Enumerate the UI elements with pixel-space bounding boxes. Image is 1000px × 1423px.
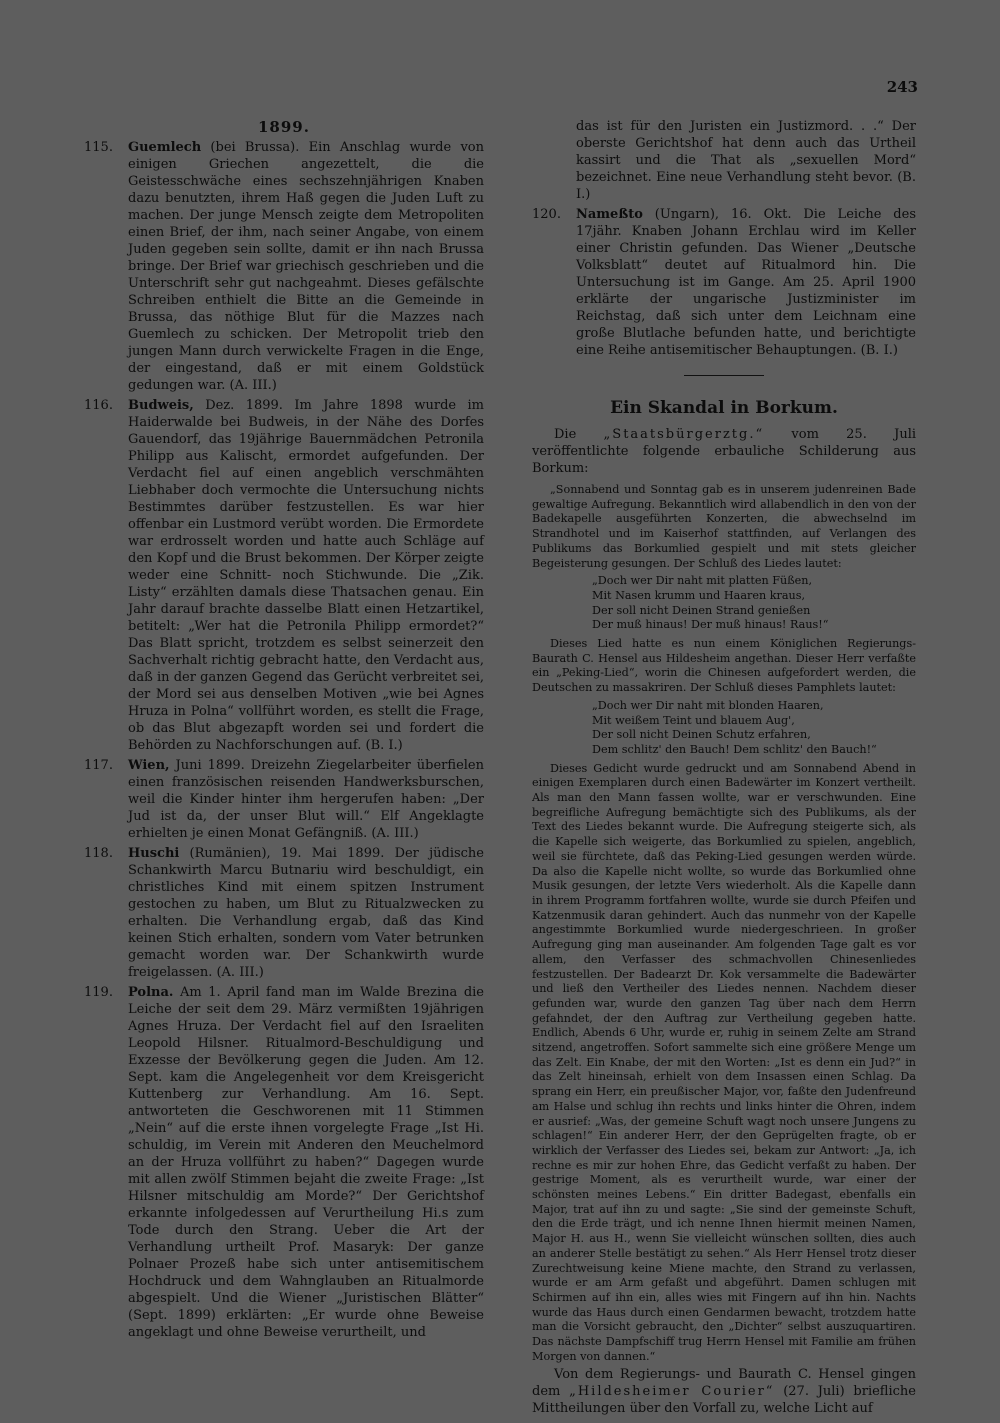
poem-line: Der soll nicht Deinen Strand genießen: [592, 603, 811, 617]
entry-number: 115.: [84, 140, 113, 155]
entry-number: 120.: [532, 207, 561, 222]
poem-2: [532, 699, 916, 758]
intro-text-end: vom 25. Juli veröffentlichte folgende erbauliche Schilderung aus Borkum:: [532, 427, 917, 476]
entry-number: 119.: [84, 985, 113, 1000]
entry-text: Dez. 1899. Im Jahre 1898 wurde im Haiderwalde bei Budweis, in der Nähe des Dorfes Gauendorf, das 19jährige Bauernmädchen Petronila Philipp aus Kalischt, ermordet aufgefunden. Der Verdacht fiel auf einen angeblich verschmähten Liebhaber doch vermochte die Untersuchung nichts Bestimmtes darüber festzustellen. Es war hier offenbar ein Lustmord verübt worden. Die Ermordete war erdrosselt worden und hatte auch Schläge auf den Kopf und die Brust bekommen. Der Körper zeigte weder eine Schnitt- noch Stichwunde. Die „Zik. Listy“ erzählten damals diese Thatsachen genau. Ein Jahr darauf brachte dasselbe Blatt einen Hetzartikel, betitelt: „Wer hat die Petronila Philipp ermordet?“ Das Blatt spricht, trotzdem es selbst seinerzeit den Sachverhalt richtig gebracht hatte, den Verdacht aus, daß in der ganzen Gegend das Gerücht verbreitet sei, der Mord sei aus denselben Motiven „wie bei Agnes Hruza in Polna“ vollführt worden, es stellt die Frage, ob das Blut abgezapft worden sei und fordert die Behörden zu Nachforschungen auf. (B. I.): [128, 398, 484, 753]
entry-117: [84, 757, 484, 842]
quote-paragraph-3: Dieses Gedicht wurde gedruckt und am Sonnabend Abend in einigen Exemplaren durch einen Badewärter im Konzert vertheilt. Als man den Mann fassen wollte, war er verschwunden. Eine begreifliche Aufregung bemächtigte sich des Publikums, als der Text des Liedes bekannt wurde. Die Aufregung steigerte sich, als die Kapelle sich weigerte, das Borkumlied zu spielen, angeblich, weil sie fürchtete, daß das Peking-Lied gesungen werden würde. Da also die Kapelle nicht wollte, so wurde das Borkumlied ohne Musik gesungen, der letzte Vers wiederholt. Als die Kapelle dann in ihrem Programm fortfahren wollte, wurde sie durch Pfeifen und Katzenmusik daran gehindert. Auch das nunmehr von der Kapelle angestimmte Borkumlied wurde niedergeschrieen. In großer Aufregung ging man auseinander. Am folgenden Tage galt es vor allem, den Verfasser des schmachvollen Chinesenliedes festzustellen. Der Badearzt Dr. Kok versammelte die Badewärter und ließ den Vertheiler des Liedes nennen. Nachdem dieser gefunden war, wurde den ganzen Tag über nach dem Herrn gefahndet, der den Auftrag zur Vertheilung gegeben hatte. Endlich, Abends 6 Uhr, wurde er, ruhig in seinem Zelte am Strand sitzend, angetroffen. Sofort sammelte sich eine größere Menge um das Zelt. Ein Knabe, der mit den Worten: „Ist es denn ein Jud?“ in das Zelt hineinsah, erhielt von dem Insassen einen Schlag. Da sprang ein Herr, ein preußischer Major, vor, faßte den Judenfreund am Halse und schlug ihn rechts und links hinter die Ohren, indem er ausrief: „Was, der gemeine Schuft wagt noch unsere Jungens zu schlagen!“ Ein anderer Herr, der den Geprügelten fragte, ob er wirklich der Verfasser des Liedes sei, bekam zur Antwort: „Ja, ich rechne es mir zur hohen Ehre, das Gedicht verfaßt zu haben. Der gestrige Moment, als es verurtheilt wurde, war einer der schönsten meines Lebens.“ Ein dritter Badegast, ebenfalls ein Major, trat auf ihn zu und sagte: „Sie sind der gemeinste Schuft, den die Erde trägt, und ich nenne Ihnen hiermit meinen Namen, Major H. aus H., wenn Sie vielleicht wünschen sollten, dies auch an anderer Stelle bestätigt zu sehen.“ Als Herr Hensel trotz dieser Zurechtweisung keine Miene machte, den Strand zu verlassen, wurde er am Arm gefaßt und abgeführt. Damen schlugen mit Schirmen auf ihn ein, alles wies mit Fingern auf ihn hin. Nachts wurde das Haus durch einen Gendarmen bewacht, trotzdem hatte man die Vorsicht gebraucht, den „Dichter“ selbst auszuquartiren. Das nächste Dampfschiff trug Herrn Hensel mit Familie am frühen Morgen von dannen.“: [532, 761, 916, 1363]
right-column: [532, 118, 916, 1423]
intro-text: Die: [554, 427, 604, 442]
closing-paragraph: [532, 1366, 916, 1417]
entry-place: Polna.: [128, 985, 174, 1000]
entry-115: [84, 139, 484, 394]
poem-1: [532, 574, 916, 633]
year-heading: 1899.: [258, 118, 310, 136]
entry-place: Wien,: [128, 758, 170, 773]
poem-line: Mit Nasen krumm und Haaren kraus,: [592, 588, 806, 602]
section-title: Ein Skandal in Borkum.: [610, 398, 838, 418]
entry-120: [532, 206, 916, 359]
entry-text: Am 1. April fand man im Walde Brezina die Leiche der seit dem 29. März vermißten 19jährigen Agnes Hruza. Der Verdacht fiel auf den Israeliten Leopold Hilsner. Ritualmord-Beschuldigung und Exzesse der Bevölkerung gegen die Juden. Am 12. Sept. kam die Angelegenheit vor dem Kreisgericht Kuttenberg zur Verhandlung. Am 16. Sept. antworteten die Geschworenen mit 11 Stimmen „Nein“ auf die erste ihnen vorgelegte Frage „Ist Hi. schuldig, im Verein mit Anderen den Meuchelmord an der Hruza vollführt zu haben?“ Dagegen wurde mit allen zwölf Stimmen bejaht die zweite Frage: „Ist Hilsner mitschuldig am Morde?“ Der Gerichtshof erkannte infolgedessen auf Verurtheilung Hi.s zum Tode durch den Strang. Ueber die Art der Verhandlung urtheilt Prof. Masaryk: Der ganze Polnaer Prozeß habe sich unter antisemitischem Hochdruck und dem Wahnglauben an Ritualmorde abgespielt. Und die Wiener „Juristischen Blätter“ (Sept. 1899) erklärten: „Er wurde ohne Beweise angeklagt und ohne Beweise verurtheilt, und: [128, 985, 484, 1340]
poem-line: Der muß hinaus! Der muß hinaus! Raus!“: [592, 618, 829, 632]
entry-116: [84, 397, 484, 754]
entry-text: Juni 1899. Dreizehn Ziegelarbeiter überfielen einen französischen reisenden Handwerksburschen, weil die Kinder hinter ihm hergerufen haben: „Der Jud ist da, der unser Blut will.“ Elf Angeklagte erhielten je einen Monat Gefängniß. (A. III.): [128, 758, 484, 841]
entry-number: 116.: [84, 398, 113, 413]
entry-118: [84, 845, 484, 981]
closing-text-end: (27. Juli) briefliche Mittheilungen über den Vorfall zu, welche Licht auf: [532, 1384, 916, 1417]
entry-text: (Rumänien), 19. Mai 1899. Der jüdische Schankwirth Marcu Butnariu wird beschuldigt, ein christliches Kind mit einem spitzen Instrument gestochen zu haben, um Blut zu Ritualzwecken zu erhalten. Die Verhandlung ergab, daß das Kind keinen Stich erhalten, sondern vom Vater betrunken gemacht worden war. Der Schankwirth wurde freigelassen. (A. III.): [128, 846, 484, 980]
poem-line: „Doch wer Dir naht mit blonden Haaren,: [592, 698, 824, 712]
entry-place: Budweis,: [128, 398, 194, 413]
entry-text: (Ungarn), 16. Okt. Die Leiche des 17jähr. Knaben Johann Erchlau wird im Keller einer Christin gefunden. Das Wiener „Deutsche Volksblatt“ deutet auf Ritualmord hin. Die Untersuchung ist im Gange. Am 25. April 1900 erklärte der ungarische Justizminister im Reichstag, daß sich unter dem Leichnam eine große Blutlache befunden hatte, und berichtigte eine Reihe antisemitischer Behauptungen. (B. I.): [576, 207, 916, 358]
closing-text: Von dem Regierungs- und Baurath C. Hensel gingen dem: [532, 1367, 916, 1400]
quote-paragraph-2: Dieses Lied hatte es nun einem Königlichen Regierungs-Baurath C. Hensel aus Hildesheim angethan. Dieser Herr verfaßte ein „Peking-Lied“, worin die Chinesen aufgefordert werden, die Deutschen zu massakriren. Der Schluß dieses Pamphlets lautet:: [532, 637, 916, 695]
entry-119-continuation: das ist für den Juristen ein Justizmord. . .“ Der oberste Gerichtshof hat denn auch das Urtheil kassirt und die That als „sexuellen Mord“ bezeichnet. Eine neue Verhandlung steht bevor. (B. I.): [576, 119, 916, 202]
poem-line: „Doch wer Dir naht mit platten Füßen,: [592, 574, 813, 588]
left-column: [84, 118, 484, 1344]
entry-text: (bei Brussa). Ein Anschlag wurde von einigen Griechen angezettelt, die die Geistesschwäche eines sechszehnjährigen Knaben dazu benutzten, ihrem Haß gegen die Juden Luft zu machen. Der junge Mensch zeigte dem Metropoliten einen Brief, der ihm, nach seiner Angabe, von einem Juden gegeben sein sollte, damit er ihn nach Brussa bringe. Der Brief war griechisch geschrieben und die Unterschrift sehr gut nachgeahmt. Dieses gefälschte Schreiben enthielt die Bitte an die Gemeinde in Brussa, das nöthige Blut für die Mazzes nach Guemlech zu schicken. Der Metropolit trieb den jungen Mann durch verwickelte Fragen in die Enge, der eingestand, daß er mit einem Goldstück gedungen war. (A. III.): [128, 140, 484, 393]
entry-number: 117.: [84, 758, 113, 773]
entry-place: Nameßto: [576, 207, 643, 222]
section-divider: [684, 375, 764, 376]
newspaper-name: „Staatsbürgerztg.“: [603, 427, 765, 442]
poem-line: Dem schlitz' den Bauch! Dem schlitz' den Bauch!“: [592, 742, 877, 756]
quote-paragraph-1: „Sonnabend und Sonntag gab es in unserem judenreinen Bade gewaltige Aufregung. Bekanntlich wird allabendlich in den von der Badekapelle ausgeführten Konzerten, die abwechselnd im Strandhotel und im Kaiserhof stattfinden, auf Verlangen des Publikums das Borkumlied gespielt und mit stets gleicher Begeisterung gesungen. Der Schluß des Liedes lautet:: [532, 483, 916, 570]
entry-place: Huschi: [128, 846, 180, 861]
entry-119: [84, 984, 484, 1341]
page-number: 243: [886, 78, 918, 96]
poem-line: Mit weißem Teint und blauem Aug',: [592, 713, 795, 727]
intro-paragraph: [532, 426, 916, 477]
entry-number: 118.: [84, 846, 113, 861]
newspaper-name: „Hildesheimer Courier“: [569, 1384, 775, 1400]
entry-place: Guemlech: [128, 140, 202, 155]
poem-line: Der soll nicht Deinen Schutz erfahren,: [592, 728, 811, 742]
